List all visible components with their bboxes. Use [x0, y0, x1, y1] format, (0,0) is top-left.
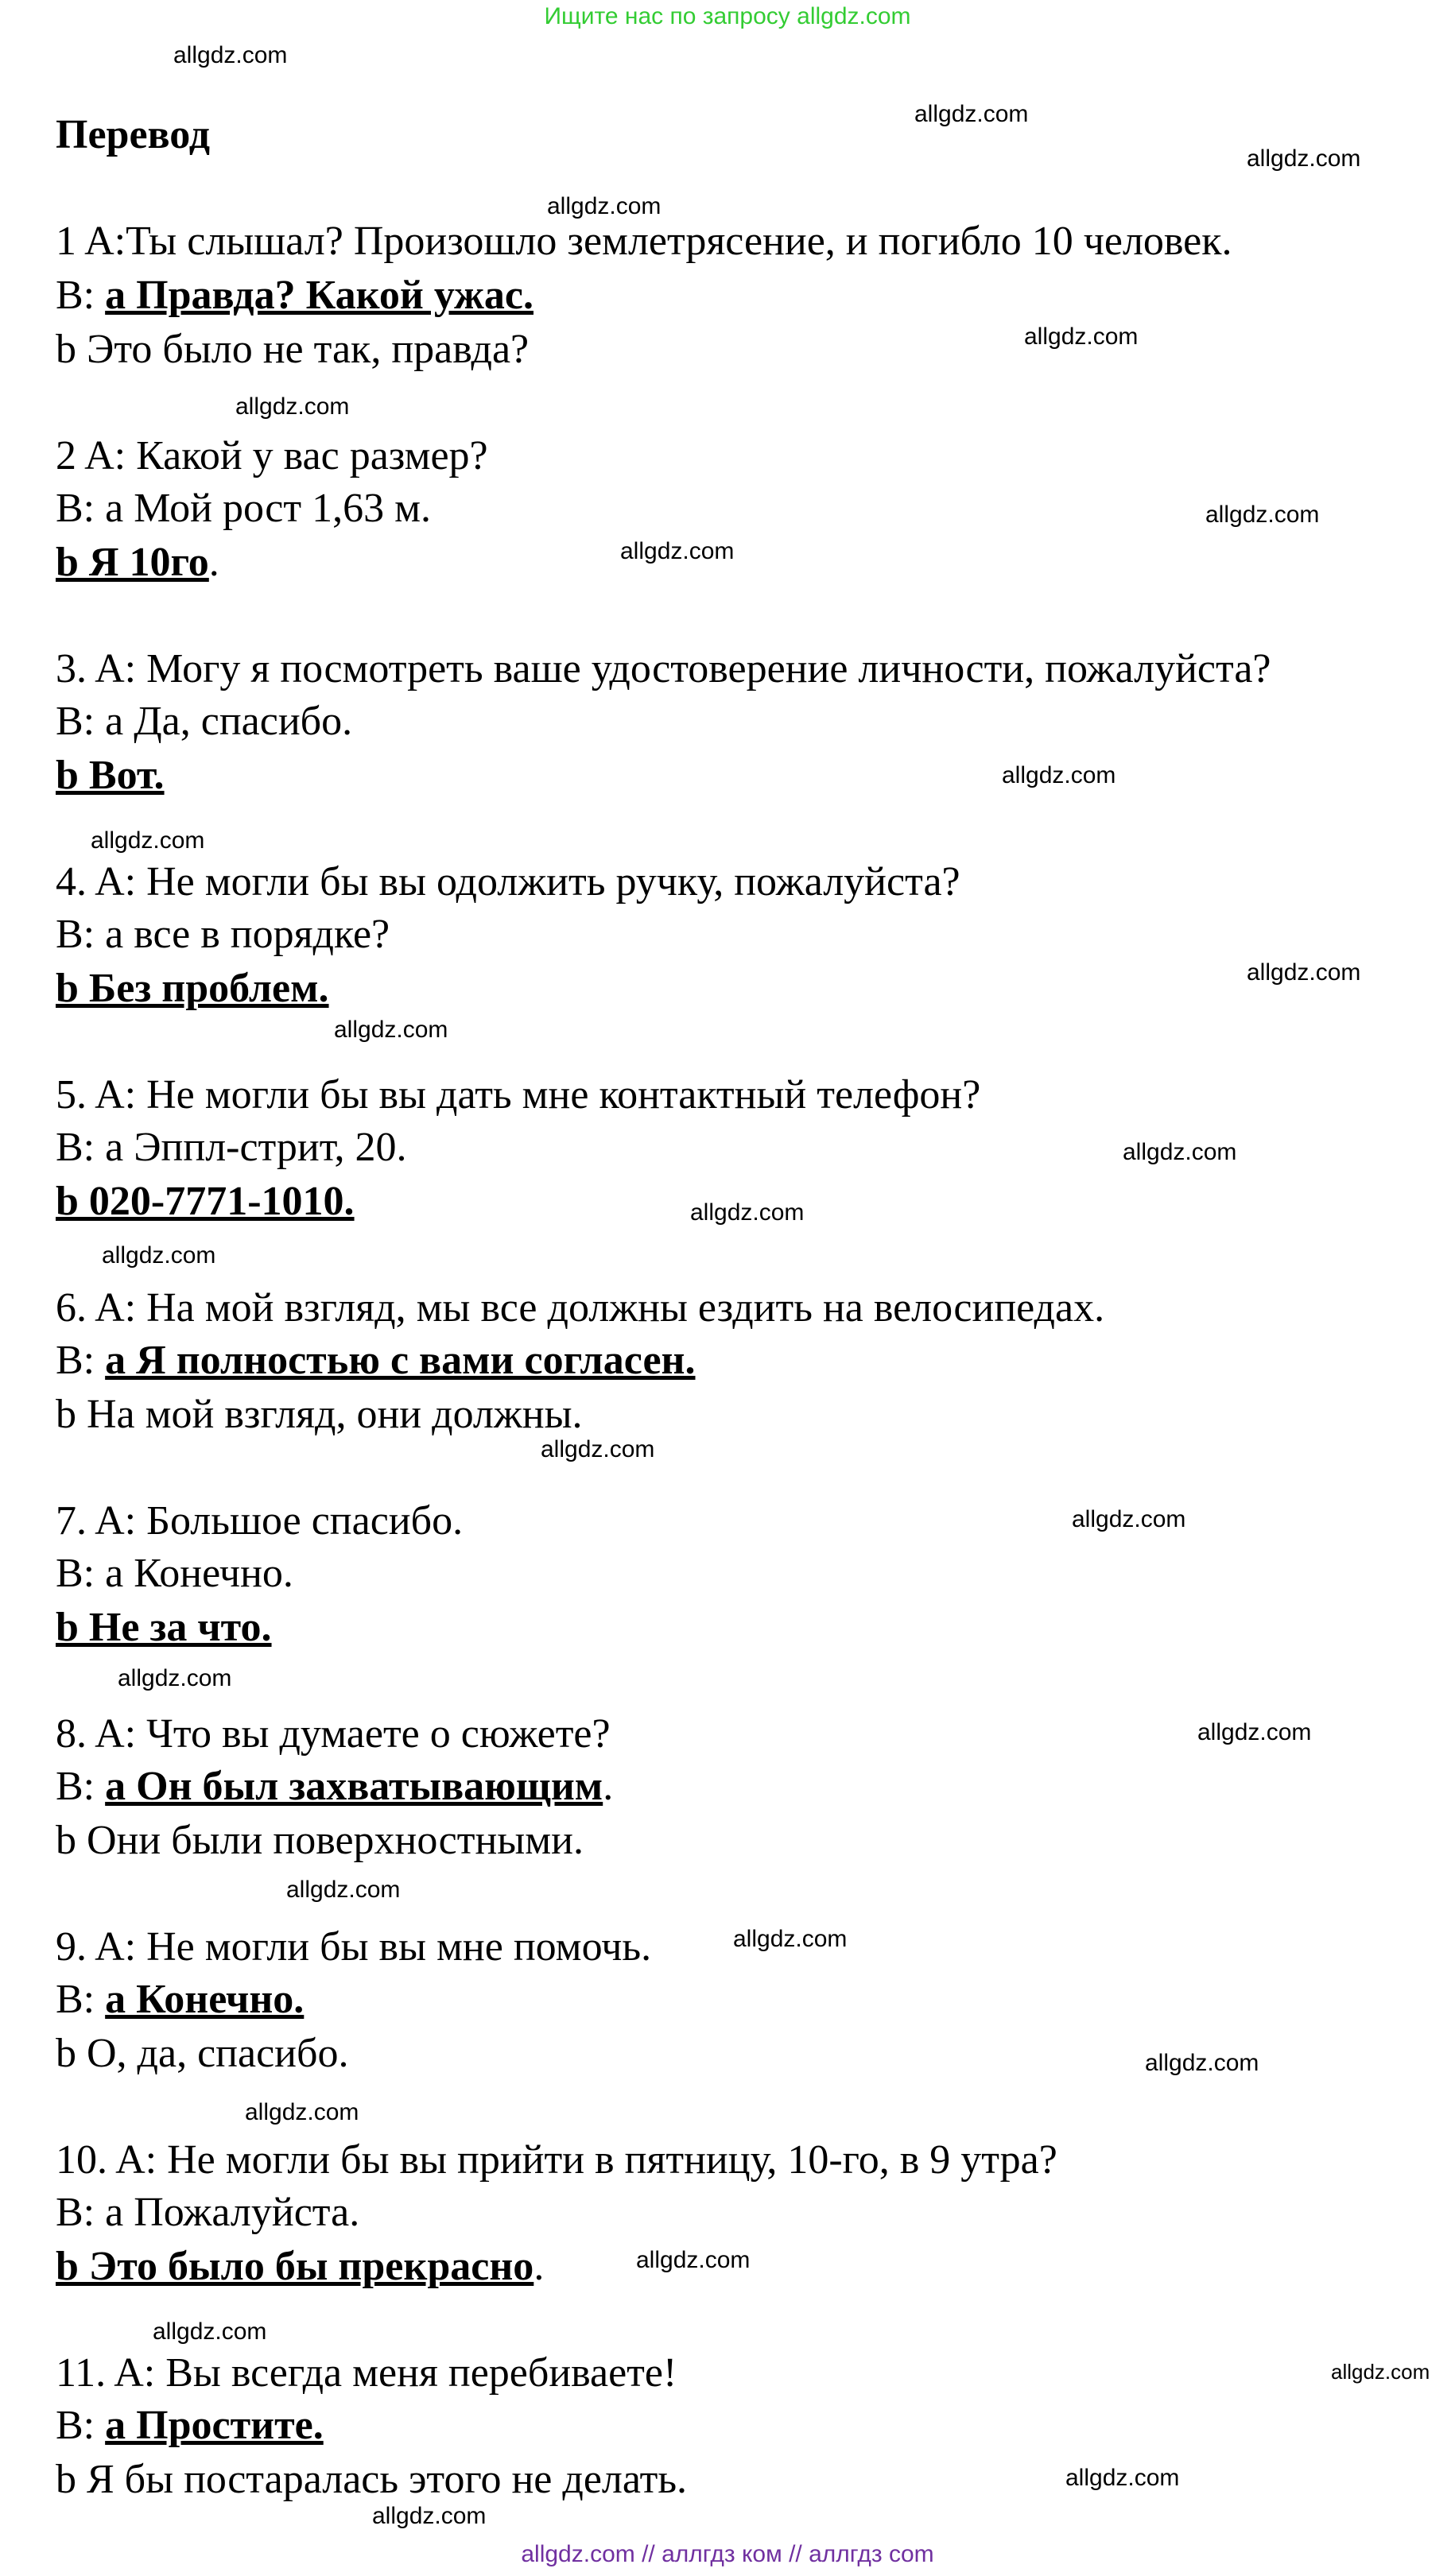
dialogue-7-answer: b Не за что.: [56, 1605, 272, 1650]
dialogue-7-line-c: [56, 1602, 272, 1653]
dialogue-10-line-a: 10. A: Не могли бы вы прийти в пятницу, 10-го, в 9 утра?: [56, 2137, 1057, 2183]
watermark: allgdz.com: [334, 1017, 448, 1043]
dialogue-3-line-a: 3. A: Могу я посмотреть ваше удостоверение личности, пожалуйста?: [56, 646, 1271, 691]
dialogue-9-line-a: 9. A: Не могли бы вы мне помочь.: [56, 1924, 652, 1970]
dialogue-1-line-b: B: a Правда? Какой ужас.: [56, 273, 534, 318]
watermark: allgdz.com: [547, 193, 662, 219]
dialogue-8-answer: a Он был захватывающим: [105, 1764, 603, 1809]
dialogue-3-line-c: [56, 750, 165, 801]
watermark: allgdz.com: [1065, 2465, 1180, 2491]
dialogue-11-line-b: B: a Простите.: [56, 2403, 324, 2448]
watermark: allgdz.com: [91, 827, 205, 854]
dialogue-8-line-a: 8. A: Что вы думаете о сюжете?: [56, 1711, 611, 1757]
watermark: allgdz.com: [235, 393, 350, 420]
watermark: allgdz.com: [245, 2099, 359, 2125]
dialogue-8-line-c: b Они были поверхностными.: [56, 1818, 584, 1863]
watermark: allgdz.com: [1247, 959, 1361, 986]
dialogue-7-line-a: 7. A: Большое спасибо.: [56, 1498, 464, 1544]
dialogue-10-line-b: B: a Пожалуйста.: [56, 2190, 360, 2235]
watermark: allgdz.com: [733, 1926, 848, 1952]
dialogue-2-line-c: b Я 10го.: [56, 540, 219, 585]
watermark: allgdz.com: [636, 2247, 751, 2273]
dialogue-1-line-c: b Это было не так, правда?: [56, 327, 530, 372]
watermark: allgdz.com: [372, 2503, 487, 2529]
watermark: allgdz.com: [541, 1436, 655, 1462]
dialogue-4-line-a: 4. A: Не могли бы вы одолжить ручку, пожалуйста?: [56, 859, 960, 905]
watermark: allgdz.com: [1197, 1719, 1312, 1745]
watermark: allgdz.com: [173, 42, 288, 68]
dialogue-5-line-a: 5. A: Не могли бы вы дать мне контактный телефон?: [56, 1072, 981, 1118]
dialogue-11-answer: a Простите.: [105, 2403, 324, 2448]
footer-links: allgdz.com // аллгдз ком // аллгдз com: [521, 2541, 934, 2567]
page-title: Перевод: [56, 112, 211, 157]
watermark: allgdz.com: [118, 1665, 232, 1691]
dialogue-9-line-b: B: a Конечно.: [56, 1977, 305, 2022]
dialogue-11-line-c: b Я бы постаралась этого не делать.: [56, 2457, 688, 2502]
dialogue-4-line-c: [56, 963, 329, 1014]
dialogue-3-answer: b Вот.: [56, 753, 165, 798]
dialogue-10-answer: b Это было бы прекрасно: [56, 2244, 534, 2289]
dialogue-5-answer: b 020-7771-1010.: [56, 1179, 355, 1224]
watermark: allgdz.com: [914, 101, 1029, 127]
watermark: allgdz.com: [620, 538, 735, 564]
dialogue-1-answer: a Правда? Какой ужас.: [105, 273, 534, 318]
dialogue-6-answer: a Я полностью с вами согласен.: [105, 1338, 696, 1383]
dialogue-10-line-c: b Это было бы прекрасно.: [56, 2244, 545, 2289]
watermark: allgdz.com: [1072, 1506, 1186, 1532]
dialogue-6-line-b: B: a Я полностью с вами согласен.: [56, 1338, 696, 1383]
dialogue-7-line-b: B: a Конечно.: [56, 1551, 293, 1596]
dialogue-6-line-c: b На мой взгляд, они должны.: [56, 1392, 583, 1437]
dialogue-4-line-b: B: a все в порядке?: [56, 912, 390, 957]
watermark: allgdz.com: [1205, 502, 1320, 528]
dialogue-6-line-a: 6. A: На мой взгляд, мы все должны ездить на велосипедах.: [56, 1285, 1105, 1331]
dialogue-2-line-b: B: a Мой рост 1,63 м.: [56, 486, 431, 531]
watermark: allgdz.com: [102, 1242, 216, 1269]
dialogue-5-line-b: B: a Эппл-стрит, 20.: [56, 1125, 407, 1170]
dialogue-8-line-b: B: a Он был захватывающим.: [56, 1764, 614, 1809]
watermark: allgdz.com: [153, 2318, 267, 2345]
dialogue-5-line-c: [56, 1176, 355, 1227]
dialogue-2-line-a: 2 A: Какой у вас размер?: [56, 433, 488, 478]
watermark: allgdz.com: [690, 1199, 805, 1226]
dialogue-9-line-c: b О, да, спасибо.: [56, 2031, 349, 2076]
dialogue-3-line-b: B: a Да, спасибо.: [56, 699, 353, 744]
watermark: allgdz.com: [1247, 145, 1361, 172]
watermark: allgdz.com: [1002, 762, 1116, 788]
dialogue-1-line-a: 1 A:Ты слышал? Произошло землетрясение, и погибло 10 человек.: [56, 219, 1232, 264]
header-search-hint: Ищите нас по запросу allgdz.com: [544, 3, 911, 29]
dialogue-11-line-a: 11. A: Вы всегда меня перебиваете!: [56, 2350, 677, 2396]
watermark: allgdz.com: [1145, 2050, 1259, 2076]
dialogue-2-answer: b Я 10го: [56, 540, 209, 585]
dialogue-4-answer: b Без проблем.: [56, 966, 329, 1011]
watermark: allgdz.com: [1331, 2360, 1430, 2384]
dialogue-9-answer: a Конечно.: [105, 1977, 305, 2022]
watermark: allgdz.com: [1123, 1139, 1237, 1165]
watermark: allgdz.com: [286, 1877, 401, 1903]
watermark: allgdz.com: [1024, 323, 1139, 350]
